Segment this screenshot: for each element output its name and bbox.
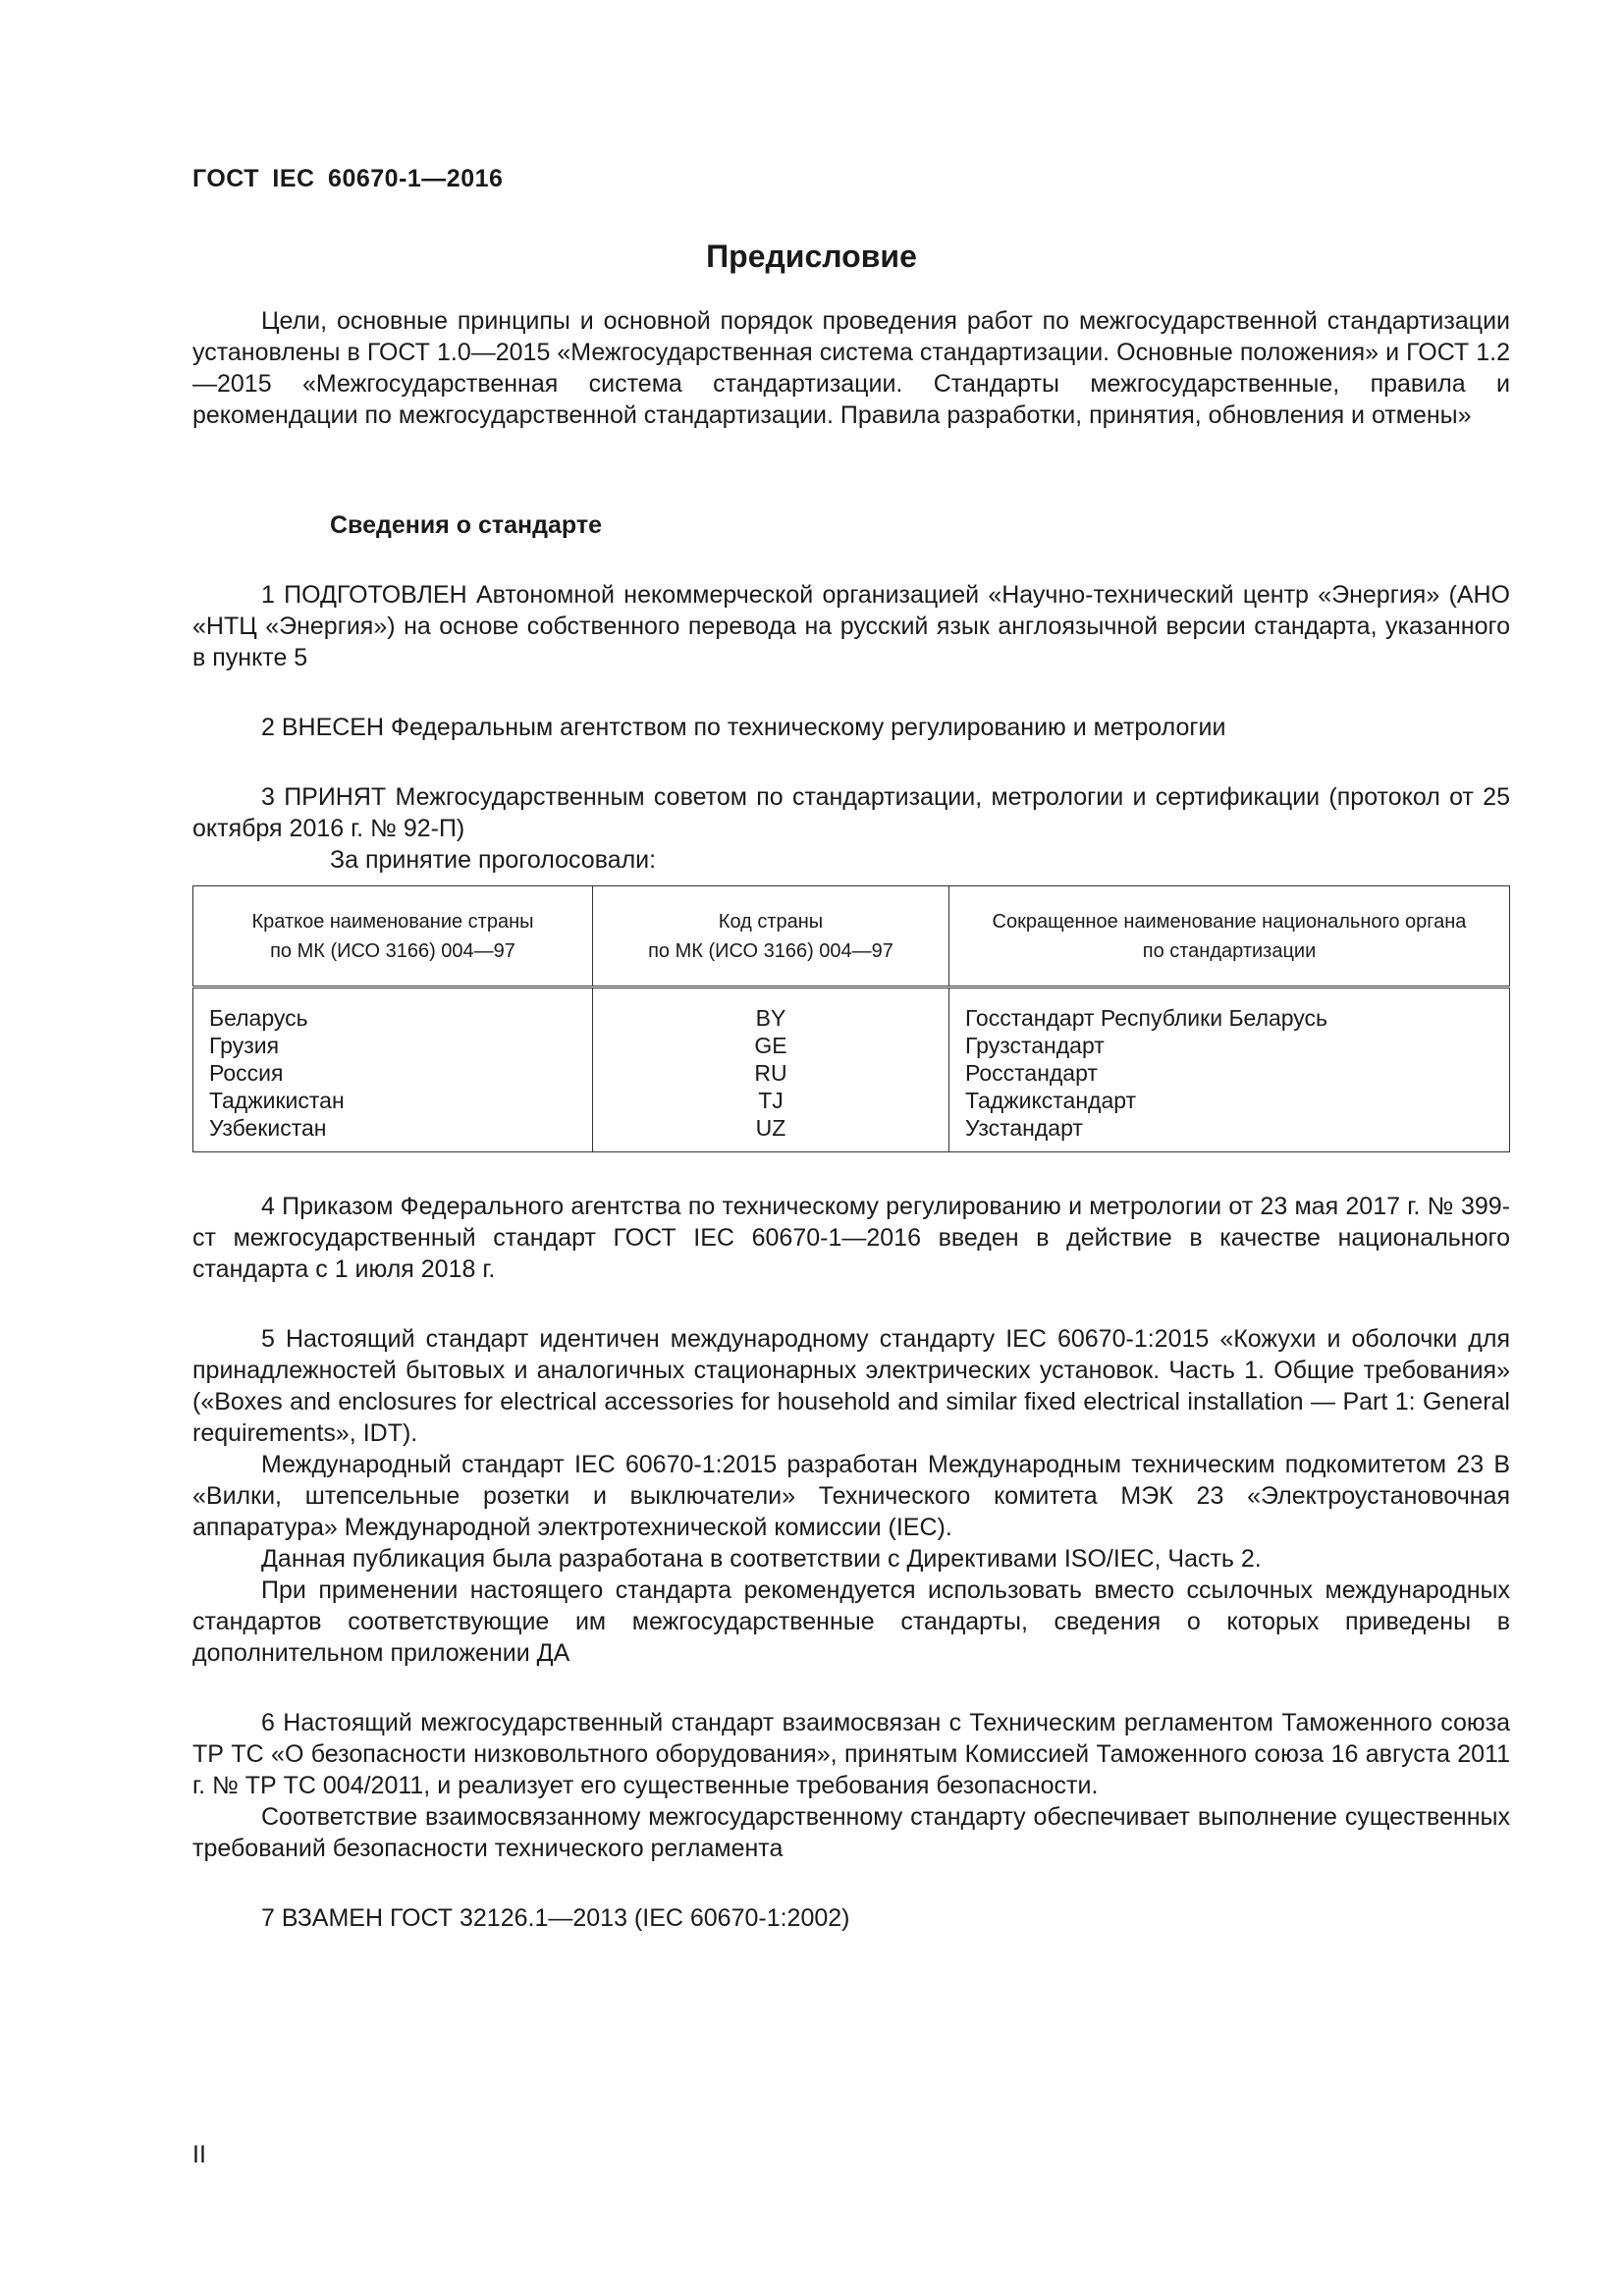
country-name-cell: Россия xyxy=(193,1059,593,1087)
country-code-cell: UZ xyxy=(593,1114,949,1152)
table-header-row xyxy=(193,886,1510,988)
document-body xyxy=(192,305,1510,1934)
intro-paragraph: Цели, основные принципы и основной порядок проведения работ по межгосударственной стандартизации установлены в ГОСТ 1.0—2015 «Межгосударственная система стандартизации. Основные положения» и ГОСТ 1.2—2015 «Межгосударственная система стандартизации. Стандарты межгосударственные, правила и рекомендации по межгосударственной стандартизации. Правила разработки, принятия, обновления и отмены» xyxy=(192,307,1510,429)
table-row xyxy=(193,1087,1510,1114)
item-3-paragraph: 3 ПРИНЯТ Межгосударственным советом по стандартизации, метрологии и сертификации (протокол от 25 октября 2016 г. № 92-П) xyxy=(192,783,1510,842)
document-code: ГОСТ IEC 60670-1—2016 xyxy=(192,165,504,192)
item-4-paragraph: 4 Приказом Федерального агентства по техническому регулированию и метрологии от 23 мая 2017 г. № 399-ст межгосударственный стандарт ГОСТ IEC 60670-1—2016 введен в действие в качестве национального стандарта с 1 июля 2018 г. xyxy=(192,1193,1510,1283)
countries-table xyxy=(192,885,1510,1152)
standards-body-cell: Росстандарт xyxy=(949,1059,1510,1087)
column-header-country-name xyxy=(193,886,593,988)
column-header-line: Краткое наименование страны xyxy=(251,910,534,933)
table-row xyxy=(193,1032,1510,1059)
page-number: II xyxy=(192,2141,206,2168)
country-code-cell: RU xyxy=(593,1059,949,1087)
item-1-paragraph: 1 ПОДГОТОВЛЕН Автономной некоммерческой организацией «Научно-технический центр «Энергия» (АНО «НТЦ «Энергия») на основе собственного перевода на русский язык англоязычной версии стандарта, указанного в пункте 5 xyxy=(192,581,1510,671)
standards-body-cell: Таджикстандарт xyxy=(949,1087,1510,1114)
item-5-references-paragraph: При применении настоящего стандарта рекомендуется использовать вместо ссылочных международных стандартов соответствующие им межгосударственные стандарты, сведения о которых приведены в дополнительном приложении ДА xyxy=(192,1576,1510,1667)
country-name-cell: Узбекистан xyxy=(193,1114,593,1152)
item-5-origin-paragraph: Международный стандарт IEC 60670-1:2015 разработан Международным техническим подкомитетом 23 В «Вилки, штепсельные розетки и выключатели» Технического комитета МЭК 23 «Электроустановочная аппаратура» Международной электротехнической комиссии (IEC). xyxy=(192,1451,1510,1541)
standards-body-cell: Госстандарт Республики Беларусь xyxy=(949,988,1510,1033)
item-5-directives-paragraph: Данная публикация была разработана в соответствии с Директивами ISO/IEC, Часть 2. xyxy=(261,1545,1262,1573)
column-header-line: Сокращенное наименование национального органа xyxy=(992,910,1467,933)
table-row xyxy=(193,1059,1510,1087)
column-header-line: по стандартизации xyxy=(1142,939,1317,962)
column-header-line: по МК (ИСО 3166) 004—97 xyxy=(270,939,515,962)
table-row xyxy=(193,1114,1510,1152)
item-5-paragraph: 5 Настоящий стандарт идентичен международному стандарту IEC 60670-1:2015 «Кожухи и оболочки для принадлежностей бытовых и аналогичных стационарных электрических установок. Часть 1. Общие требования» («Boxes and enclosures for electrical accessories for household and similar fixed electrical installation — Part 1: General requirements», IDT). xyxy=(192,1325,1510,1447)
country-code-cell: TJ xyxy=(593,1087,949,1114)
country-code-cell: BY xyxy=(593,988,949,1033)
item-6-conformity-paragraph: Соответствие взаимосвязанному межгосударственному стандарту обеспечивает выполнение существенных требований безопасности технического регламента xyxy=(192,1803,1510,1862)
item-2-paragraph: 2 ВНЕСЕН Федеральным агентством по техническому регулированию и метрологии xyxy=(261,714,1226,741)
country-name-cell: Таджикистан xyxy=(193,1087,593,1114)
column-header-line: Код страны xyxy=(718,910,824,933)
vote-label: За принятие проголосовали: xyxy=(330,846,657,874)
item-6-paragraph: 6 Настоящий межгосударственный стандарт взаимосвязан с Техническим регламентом Таможенного союза ТР ТС «О безопасности низковольтного оборудования», принятым Комиссией Таможенного союза 16 августа 2011 г. № ТР ТС 004/2011, и реализует его существенные требования безопасности. xyxy=(192,1709,1510,1799)
standards-body-cell: Грузстандарт xyxy=(949,1032,1510,1059)
country-name-cell: Беларусь xyxy=(193,988,593,1033)
page-title: Предисловие xyxy=(706,239,917,274)
info-heading: Сведения о стандарте xyxy=(330,511,603,539)
standards-body-cell: Узстандарт xyxy=(949,1114,1510,1152)
country-name-cell: Грузия xyxy=(193,1032,593,1059)
item-7-paragraph: 7 ВЗАМЕН ГОСТ 32126.1—2013 (IEC 60670-1:2002) xyxy=(261,1904,850,1932)
column-header-standards-body xyxy=(949,886,1510,988)
table-row xyxy=(193,988,1510,1033)
column-header-country-code xyxy=(593,886,949,988)
column-header-line: по МК (ИСО 3166) 004—97 xyxy=(648,939,893,962)
country-code-cell: GE xyxy=(593,1032,949,1059)
